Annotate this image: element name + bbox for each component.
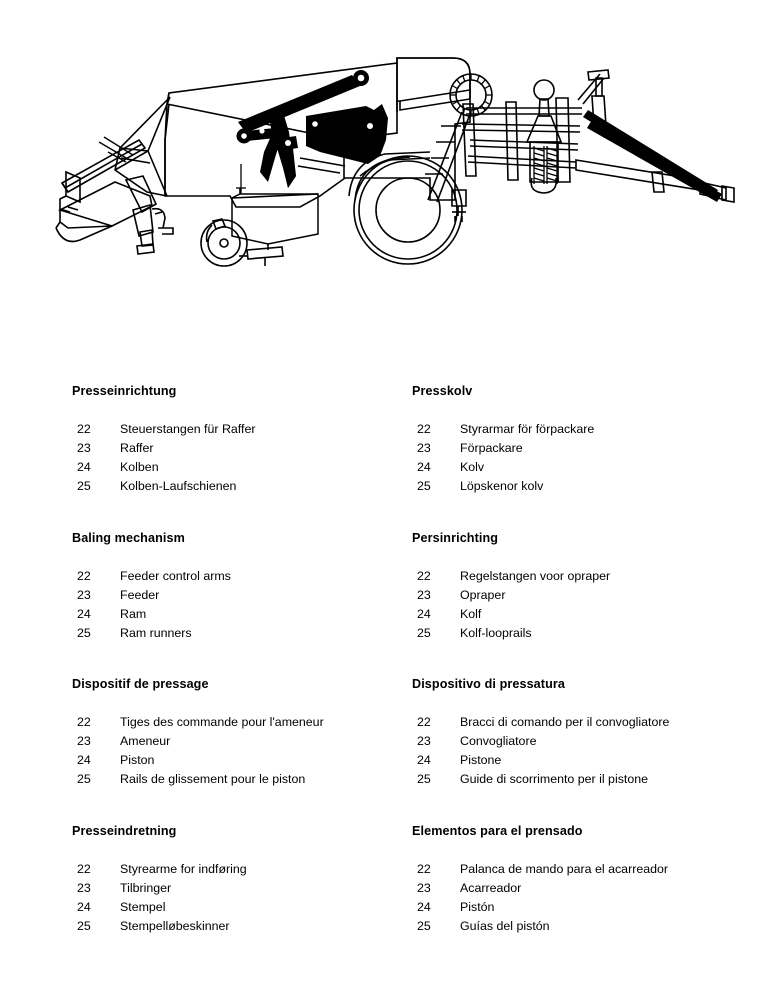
part-row bbox=[72, 770, 306, 789]
tension-springs bbox=[534, 146, 557, 184]
part-number: 25 bbox=[417, 772, 431, 786]
part-label: Palanca de mando para el acarreador bbox=[460, 862, 669, 876]
part-row bbox=[412, 732, 565, 751]
part-number: 22 bbox=[417, 862, 431, 876]
part-label: Raffer bbox=[120, 441, 154, 455]
part-number: 23 bbox=[77, 588, 91, 602]
section-rows bbox=[72, 713, 324, 789]
section-rows bbox=[412, 713, 670, 789]
part-row bbox=[72, 860, 247, 879]
part-number: 23 bbox=[417, 441, 431, 455]
section-rows bbox=[72, 567, 231, 643]
part-label: Ram runners bbox=[120, 626, 192, 640]
part-number: 25 bbox=[417, 479, 431, 493]
section-rows bbox=[72, 420, 256, 496]
section-heading: Baling mechanism bbox=[72, 531, 185, 545]
part-label: Ram bbox=[120, 607, 147, 621]
left-support-bar bbox=[60, 140, 145, 212]
caster-wheel bbox=[201, 219, 283, 266]
chute-rod bbox=[236, 164, 246, 194]
part-label: Kolv bbox=[460, 460, 485, 474]
part-row bbox=[72, 586, 185, 605]
part-row bbox=[412, 898, 583, 917]
diagonal-braces bbox=[583, 110, 722, 202]
part-label: Bracci di comando per il convogliatore bbox=[460, 715, 670, 729]
part-row bbox=[72, 879, 176, 898]
part-number: 25 bbox=[77, 919, 91, 933]
parts-section-es bbox=[412, 824, 669, 936]
part-number: 24 bbox=[417, 900, 431, 914]
part-number: 22 bbox=[77, 422, 91, 436]
part-number: 22 bbox=[417, 715, 431, 729]
part-label: Convogliatore bbox=[460, 734, 537, 748]
part-label: Opraper bbox=[460, 588, 506, 602]
part-number: 24 bbox=[77, 460, 91, 474]
part-number: 24 bbox=[77, 753, 91, 767]
part-label: Pistone bbox=[460, 753, 502, 767]
part-label: Tilbringer bbox=[120, 881, 172, 895]
parts-section-da bbox=[72, 824, 247, 936]
part-number: 25 bbox=[417, 919, 431, 933]
part-row bbox=[72, 567, 231, 586]
part-row bbox=[412, 586, 506, 605]
part-label: Stempelløbeskinner bbox=[120, 919, 230, 933]
part-row bbox=[72, 458, 176, 477]
part-label: Regelstangen voor opraper bbox=[460, 569, 611, 583]
part-row bbox=[412, 624, 532, 643]
part-number: 24 bbox=[417, 753, 431, 767]
parts-section-it bbox=[412, 677, 670, 789]
lower-box bbox=[232, 188, 318, 250]
baler-illustration bbox=[0, 0, 772, 300]
part-label: Kolben-Laufschienen bbox=[120, 479, 237, 493]
highlighted-baling-mechanism bbox=[237, 70, 389, 188]
part-row bbox=[412, 917, 583, 936]
part-number: 25 bbox=[77, 479, 91, 493]
part-label: Feeder control arms bbox=[120, 569, 231, 583]
part-row bbox=[72, 439, 176, 458]
parts-section-en bbox=[72, 531, 231, 643]
parts-list bbox=[0, 384, 772, 984]
part-number: 23 bbox=[417, 881, 431, 895]
part-row bbox=[72, 917, 230, 936]
section-rows bbox=[412, 567, 611, 643]
section-heading: Persinrichting bbox=[412, 531, 499, 545]
section-rows bbox=[72, 860, 247, 936]
part-label: Piston bbox=[120, 753, 155, 767]
part-row bbox=[72, 624, 192, 643]
part-row bbox=[72, 605, 185, 624]
parts-section-de bbox=[72, 384, 256, 496]
part-row bbox=[72, 898, 176, 917]
flywheel bbox=[450, 74, 492, 116]
section-rows bbox=[412, 860, 669, 936]
part-number: 25 bbox=[77, 772, 91, 786]
part-row bbox=[412, 860, 669, 879]
part-number: 23 bbox=[77, 441, 91, 455]
part-label: Feeder bbox=[120, 588, 160, 602]
part-row bbox=[412, 751, 565, 770]
parts-section-sv bbox=[412, 384, 595, 496]
part-row bbox=[72, 477, 237, 496]
part-number: 22 bbox=[77, 569, 91, 583]
part-number: 24 bbox=[77, 900, 91, 914]
parts-section-fr bbox=[72, 677, 324, 789]
part-label: Acarreador bbox=[460, 881, 522, 895]
part-row bbox=[412, 567, 611, 586]
part-number: 25 bbox=[77, 626, 91, 640]
part-number: 24 bbox=[77, 607, 91, 621]
part-label: Styrearme for indføring bbox=[120, 862, 247, 876]
pickup-funnel bbox=[115, 97, 170, 196]
part-label: Rails de glissement pour le piston bbox=[120, 772, 306, 786]
part-number: 22 bbox=[417, 422, 431, 436]
part-number: 24 bbox=[417, 460, 431, 474]
part-label: Tiges des commande pour l'ameneur bbox=[120, 715, 324, 729]
part-number: 25 bbox=[417, 626, 431, 640]
part-row bbox=[412, 605, 498, 624]
part-row bbox=[412, 458, 485, 477]
part-number: 22 bbox=[77, 715, 91, 729]
part-label: Löpskenor kolv bbox=[460, 479, 544, 493]
part-row bbox=[72, 713, 324, 732]
part-row bbox=[72, 732, 209, 751]
part-number: 22 bbox=[417, 569, 431, 583]
main-wheel bbox=[354, 156, 462, 264]
part-row bbox=[412, 477, 544, 496]
part-label: Kolben bbox=[120, 460, 159, 474]
part-label: Steuerstangen für Raffer bbox=[120, 422, 256, 436]
part-label: Ameneur bbox=[120, 734, 171, 748]
part-row bbox=[72, 751, 209, 770]
part-label: Stempel bbox=[120, 900, 166, 914]
part-row bbox=[412, 879, 583, 898]
section-heading: Presseindretning bbox=[72, 824, 177, 838]
section-heading: Presskolv bbox=[412, 384, 473, 398]
section-heading: Presseinrichtung bbox=[72, 384, 177, 398]
part-label: Guías del pistón bbox=[460, 919, 550, 933]
part-row bbox=[412, 713, 670, 732]
part-label: Förpackare bbox=[460, 441, 523, 455]
part-label: Kolf-looprails bbox=[460, 626, 532, 640]
part-label: Guide di scorrimento per il pistone bbox=[460, 772, 649, 786]
part-number: 23 bbox=[77, 881, 91, 895]
ram-runners bbox=[298, 158, 345, 173]
section-heading: Dispositivo di pressatura bbox=[412, 677, 565, 691]
part-label: Pistón bbox=[460, 900, 495, 914]
section-rows bbox=[412, 420, 595, 496]
part-number: 22 bbox=[77, 862, 91, 876]
part-row bbox=[72, 420, 256, 439]
section-heading: Elementos para el prensado bbox=[412, 824, 583, 838]
part-label: Styrarmar för förpackare bbox=[460, 422, 595, 436]
part-number: 23 bbox=[417, 734, 431, 748]
part-number: 23 bbox=[417, 588, 431, 602]
part-row bbox=[412, 420, 595, 439]
part-number: 23 bbox=[77, 734, 91, 748]
drawbar-frame bbox=[462, 108, 582, 168]
part-row bbox=[412, 770, 649, 789]
parts-section-nl bbox=[412, 531, 611, 643]
part-label: Kolf bbox=[460, 607, 482, 621]
part-row bbox=[412, 439, 523, 458]
section-heading: Dispositif de pressage bbox=[72, 677, 209, 691]
part-number: 24 bbox=[417, 607, 431, 621]
baler-line-drawing bbox=[0, 0, 772, 300]
